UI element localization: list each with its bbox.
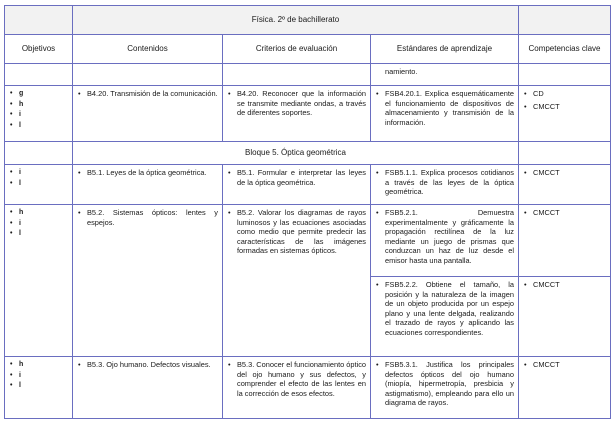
content-cell xyxy=(73,165,223,205)
objectives-cell xyxy=(5,165,73,205)
table-title: Física. 2º de bachillerato xyxy=(73,6,519,35)
carry-cell xyxy=(519,64,611,86)
standard-cell xyxy=(371,277,519,357)
competence-item: • CMCCT xyxy=(523,360,606,373)
objective-item: • h xyxy=(9,100,68,111)
header-contents: Contenidos xyxy=(73,35,223,64)
criteria-cell xyxy=(223,205,371,357)
objective-item: • l xyxy=(9,179,68,190)
title-spacer xyxy=(5,6,73,35)
competences-cell xyxy=(519,165,611,205)
standard-cell xyxy=(371,357,519,419)
criteria-cell xyxy=(223,165,371,205)
content-text: • B5.3. Ojo humano. Defectos visuales. xyxy=(77,360,218,370)
objective-item: • i xyxy=(9,219,68,230)
standard-cell xyxy=(371,165,519,205)
title-row xyxy=(5,6,611,35)
objective-item: • l xyxy=(9,381,68,392)
header-criteria: Criterios de evaluación xyxy=(223,35,371,64)
criteria-cell xyxy=(223,86,371,142)
standard-text: • FSB5.2.2. Obtiene el tamaño, la posición y la naturaleza de la imagen de un objeto producida por un espejo plano y una lente delgada, realizando el trazado de rayos y aplicando las ecuaciones correspondientes. xyxy=(375,280,514,338)
standard-cell xyxy=(371,86,519,142)
competences-cell xyxy=(519,357,611,419)
criteria-cell xyxy=(223,357,371,419)
criteria-text: • B5.3. Conocer el funcionamiento óptico del ojo humano y sus defectos, y comprender el efecto de las lentes en la corrección de esos efectos. xyxy=(227,360,366,398)
table-row xyxy=(5,205,611,277)
competence-item: • CMCCT xyxy=(523,208,606,221)
block-spacer-right xyxy=(519,142,611,165)
content-cell xyxy=(73,86,223,142)
competences-cell xyxy=(519,277,611,357)
standard-text: • FSB5.1.1. Explica procesos cotidianos a través de las leyes de la óptica geométrica. xyxy=(375,168,514,197)
objective-item: • i xyxy=(9,371,68,382)
objective-item: • h xyxy=(9,360,68,371)
criteria-text: • B5.2. Valorar los diagramas de rayos luminosos y las ecuaciones asociadas como medio que permite predecir las características de las imágenes formadas en sistemas ópticos. xyxy=(227,208,366,256)
content-text: • B4.20. Transmisión de la comunicación. xyxy=(77,89,218,99)
header-standards: Estándares de aprendizaje xyxy=(371,35,519,64)
title-spacer-right xyxy=(519,6,611,35)
competence-item: • CD xyxy=(523,89,606,102)
carry-cell xyxy=(223,64,371,86)
standard-text: • FSB4.20.1. Explica esquemáticamente el funcionamiento de dispositivos de almacenamiento y transmisión de la información. xyxy=(375,89,514,127)
objectives-cell xyxy=(5,357,73,419)
table-row xyxy=(5,86,611,142)
block-title: Bloque 5. Óptica geométrica xyxy=(73,142,519,165)
criteria-text: • B5.1. Formular e interpretar las leyes de la óptica geométrica. xyxy=(227,168,366,187)
competences-cell xyxy=(519,205,611,277)
objectives-cell xyxy=(5,205,73,357)
carry-over-row xyxy=(5,64,611,86)
objective-item: • g xyxy=(9,89,68,100)
standard-cell xyxy=(371,205,519,277)
objective-item: • l xyxy=(9,121,68,132)
content-text: • B5.1. Leyes de la óptica geométrica. xyxy=(77,168,218,178)
block-spacer xyxy=(5,142,73,165)
content-text: • B5.2. Sistemas ópticos: lentes y espejos. xyxy=(77,208,218,227)
carry-cell xyxy=(73,64,223,86)
competence-item: • CMCCT xyxy=(523,168,606,181)
header-competences: Competencias clave xyxy=(519,35,611,64)
carry-cell xyxy=(5,64,73,86)
competences-cell xyxy=(519,86,611,142)
content-cell xyxy=(73,205,223,357)
curriculum-table xyxy=(4,5,611,419)
carry-over-text xyxy=(371,64,519,86)
objective-item: • i xyxy=(9,110,68,121)
objective-item: • i xyxy=(9,168,68,179)
competence-item: • CMCCT xyxy=(523,280,606,293)
criteria-text: • B4.20. Reconocer que la información se transmite mediante ondas, a través de diferentes soportes. xyxy=(227,89,366,118)
header-objectives: Objetivos xyxy=(5,35,73,64)
block-title-row xyxy=(5,142,611,165)
objectives-cell xyxy=(5,86,73,142)
objective-item: • l xyxy=(9,229,68,240)
table-row xyxy=(5,357,611,419)
content-cell xyxy=(73,357,223,419)
competence-item: • CMCCT xyxy=(523,102,606,115)
table-row xyxy=(5,165,611,205)
header-row xyxy=(5,35,611,64)
carry-over-label: namiento. xyxy=(385,67,418,76)
objective-item: • h xyxy=(9,208,68,219)
standard-text: • FSB5.2.1. Demuestra experimentalmente y gráficamente la propagación rectilínea de la luz mediante un juego de prismas que conduzcan un haz de luz desde el emisor hasta una pantalla. xyxy=(375,208,514,266)
standard-text: • FSB5.3.1. Justifica los principales defectos ópticos del ojo humano (miopía, hipermetropía, presbicia y astigmatismo), empleando para ello un diagrama de rayos. xyxy=(375,360,514,408)
